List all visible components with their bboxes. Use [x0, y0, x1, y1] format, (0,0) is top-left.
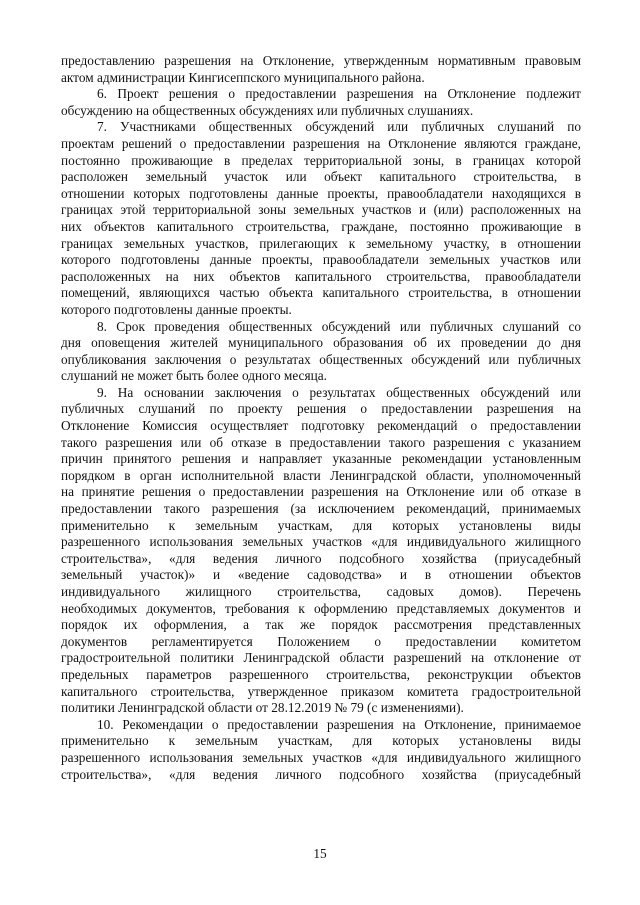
text-line: на принятие решения о предоставлении разрешения на Отклонение или об отказе в	[61, 484, 581, 500]
text-line: которого подготовлены данные проекты.	[61, 301, 292, 317]
text-line: документов регламентируется Положением о предоставлении комитетом	[61, 633, 581, 649]
text-line: границах земельных участков, прилегающих к земельному участку, в отношении	[61, 235, 581, 251]
text-line: применительно к земельным участкам, для которых установлены виды	[61, 733, 581, 749]
text-line: предельных параметров разрешенного строительства, реконструкции объектов	[61, 666, 581, 682]
text-line: строительства», «для ведения личного подсобного хозяйства (приусадебный	[61, 766, 581, 782]
text-line: земельный участок)» и «ведение садоводства» и в отношении объектов	[61, 567, 581, 583]
paragraph-9	[61, 385, 581, 717]
text-line: градостроительной политики Ленинградской области разрешений на отклонение от	[61, 650, 581, 666]
text-line: 10. Рекомендации о предоставлении разрешения на Отклонение, принимаемое	[97, 716, 581, 732]
text-line: такого разрешения или об отказе в предоставлении такого разрешения с указанием	[61, 434, 581, 450]
text-line: которого подготовлены данные проекты, правообладатели земельных участков или	[61, 252, 581, 268]
text-line: актом администрации Кингисеппского муниципального района.	[61, 69, 425, 85]
text-line: обсуждению на общественных обсуждениях или публичных слушаниях.	[61, 102, 474, 118]
paragraph-5-continuation	[61, 53, 581, 86]
text-line: причин принятого решения и направляет указанные рекомендации установленным	[61, 451, 581, 467]
text-line: применительно к земельным участкам, для которых установлены виды	[61, 517, 581, 533]
text-line: расположенных на них объектов капитального строительства, правообладатели	[61, 268, 581, 284]
text-line: опубликования заключения о результатах общественных обсуждений или публичных	[61, 351, 581, 367]
text-line: проектам решений о предоставлении разрешения на Отклонение являются граждане,	[61, 135, 581, 151]
paragraph-10	[61, 717, 581, 783]
text-line: строительства», «для ведения личного подсобного хозяйства (приусадебный	[61, 550, 581, 566]
paragraph-7	[61, 119, 581, 318]
document-page	[61, 53, 581, 783]
text-line: разрешенного использования земельных участков «для индивидуального жилищного	[61, 534, 581, 550]
text-line: политики Ленинградской области от 28.12.2019 № 79 (с изменениями).	[61, 700, 464, 716]
paragraph-6	[61, 86, 581, 119]
text-line: порядок их оформления, а так же порядок рассмотрения представленных	[61, 617, 581, 633]
text-line: необходимых документов, требования к оформлению представляемых документов и	[61, 600, 581, 616]
text-line: порядком в орган исполнительной власти Ленинградской области, уполномоченный	[61, 467, 581, 483]
page-number: 15	[313, 846, 327, 861]
text-line: индивидуального жилищного строительства, садовых домов). Перечень	[61, 584, 581, 599]
text-line: 7. Участниками общественных обсуждений или публичных слушаний по	[97, 119, 581, 135]
text-line: 9. На основании заключения о результатах общественных обсуждений или	[97, 384, 581, 400]
text-line: помещений, являющихся частью объекта капитального строительства, в отношении	[61, 285, 581, 301]
text-line: отношении которых подготовлены данные проекты, правообладатели находящихся в	[61, 185, 581, 201]
text-line: постоянно проживающие в пределах территориальной зоны, в границах которой	[61, 152, 581, 168]
paragraph-8	[61, 319, 581, 385]
text-line: 8. Срок проведения общественных обсуждений или публичных слушаний со	[97, 318, 581, 334]
text-line: капитального строительства, утвержденное приказом комитета градостроительной	[61, 683, 581, 699]
text-line: 6. Проект решения о предоставлении разрешения на Отклонение подлежит	[97, 86, 581, 102]
text-line: расположен земельный участок или объект капитального строительства, в	[61, 169, 581, 185]
text-line: дня оповещения жителей муниципального образования об их проведении до дня	[61, 335, 581, 351]
text-line: разрешенного использования земельных участков «для индивидуального жилищного	[61, 749, 581, 765]
text-line: них объектов капитального строительства, граждане, постоянно проживающие в	[61, 218, 581, 234]
text-line: предоставлению разрешения на Отклонение, утвержденным нормативным правовым	[61, 53, 581, 68]
text-line: слушаний не может быть более одного месяца.	[61, 368, 327, 384]
text-line: предоставлении такого разрешения (за исключением рекомендаций, принимаемых	[61, 501, 581, 517]
text-line: Отклонение Комиссия осуществляет подготовку рекомендаций о предоставлении	[61, 418, 581, 434]
text-line: публичных слушаний по проекту решения о предоставлении разрешения на	[61, 401, 581, 417]
text-line: границах этой территориальной зоны земельных участков и (или) расположенных на	[61, 202, 581, 218]
